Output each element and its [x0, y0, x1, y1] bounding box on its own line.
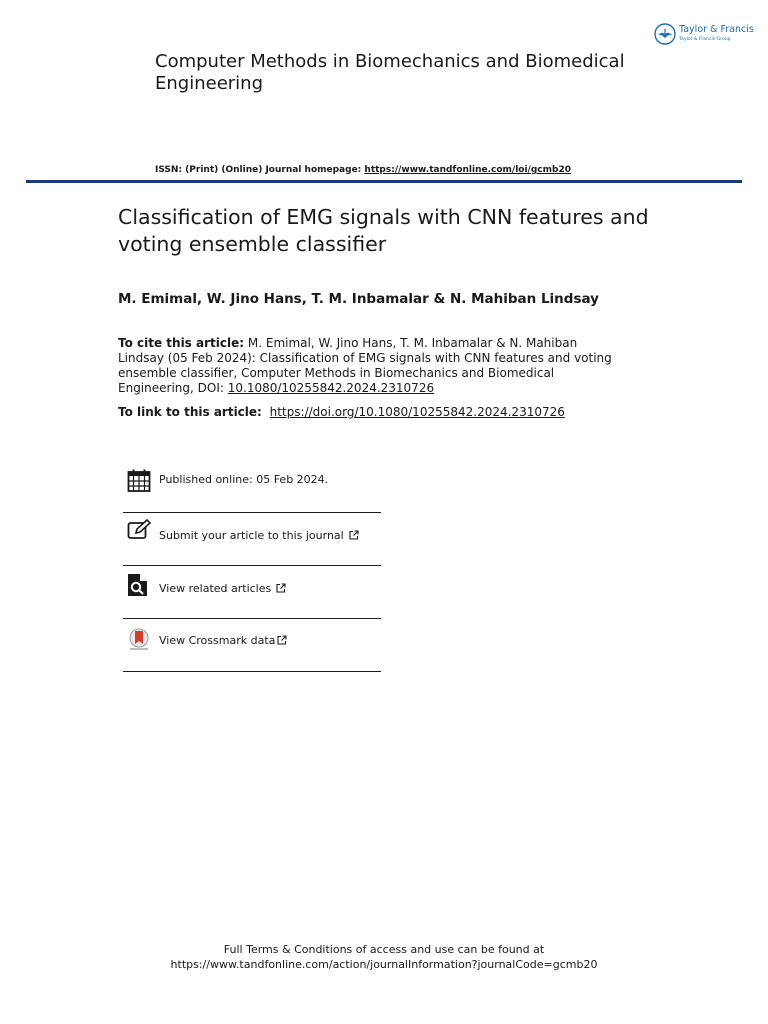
- issn-label: ISSN: (Print) (Online) Journal homepage:: [155, 165, 362, 175]
- submit-article-label: Submit your article to this journal: [159, 529, 344, 542]
- info-divider: [123, 671, 381, 672]
- edit-icon: [127, 519, 151, 543]
- citation-doi-link[interactable]: 10.1080/10255842.2024.2310726: [227, 381, 435, 395]
- journal-homepage-link[interactable]: https://www.tandfonline.com/loi/gcmb20: [364, 165, 571, 175]
- terms-footer: [0, 942, 768, 972]
- info-divider: [123, 512, 381, 513]
- publisher-name: Taylor & Francis: [679, 24, 754, 35]
- related-articles-label: View related articles: [159, 582, 272, 595]
- info-divider: [123, 618, 381, 619]
- external-link-icon: [349, 530, 359, 540]
- related-articles-link[interactable]: [159, 582, 286, 595]
- footer-terms-link[interactable]: https://www.tandfonline.com/action/journalInformation?journalCode=gcmb20: [170, 958, 598, 971]
- related-articles-row[interactable]: [123, 567, 381, 619]
- crossmark-link[interactable]: [159, 634, 287, 647]
- publisher-group: Taylor & Francis Group: [679, 37, 731, 42]
- link-label: To link to this article:: [118, 405, 262, 419]
- published-online-text: Published online: 05 Feb 2024.: [159, 473, 329, 486]
- info-divider: [123, 565, 381, 566]
- taylor-francis-logo-icon: [654, 23, 676, 45]
- citation-block: [118, 336, 618, 396]
- external-link-icon: [276, 583, 286, 593]
- article-doi-link[interactable]: https://doi.org/10.1080/10255842.2024.2310726: [269, 405, 565, 419]
- external-link-icon: [277, 635, 287, 645]
- citation-text: M. Emimal, W. Jino Hans, T. M. Inbamalar & N. Mahiban Lindsay (05 Feb 2024): Classification of EMG signals with CNN features and voting ensemble classifier, Computer Methods in Biomechanics and Biomedical Engineering, DOI:: [118, 336, 612, 395]
- citation-label: To cite this article:: [118, 336, 245, 350]
- article-title: Classification of EMG signals with CNN features and voting ensemble classifier: [118, 205, 649, 256]
- article-authors: M. Emimal, W. Jino Hans, T. M. Inbamalar & N. Mahiban Lindsay: [118, 291, 599, 307]
- journal-title: Computer Methods in Biomechanics and Biomedical Engineering: [155, 51, 625, 94]
- submit-article-link[interactable]: [159, 529, 359, 542]
- published-online-row: [123, 462, 381, 514]
- crossmark-icon: [127, 627, 151, 651]
- footer-terms-text: Full Terms & Conditions of access and use can be found at: [223, 943, 545, 956]
- search-document-icon: [127, 573, 151, 597]
- crossmark-label: View Crossmark data: [159, 634, 276, 647]
- issn-line: [155, 165, 571, 175]
- article-link-line: [118, 405, 565, 419]
- submit-article-row[interactable]: [123, 514, 381, 566]
- header-divider: [26, 180, 742, 183]
- crossmark-row[interactable]: [123, 620, 381, 672]
- calendar-icon: [127, 469, 151, 493]
- publisher-logo: [654, 22, 754, 48]
